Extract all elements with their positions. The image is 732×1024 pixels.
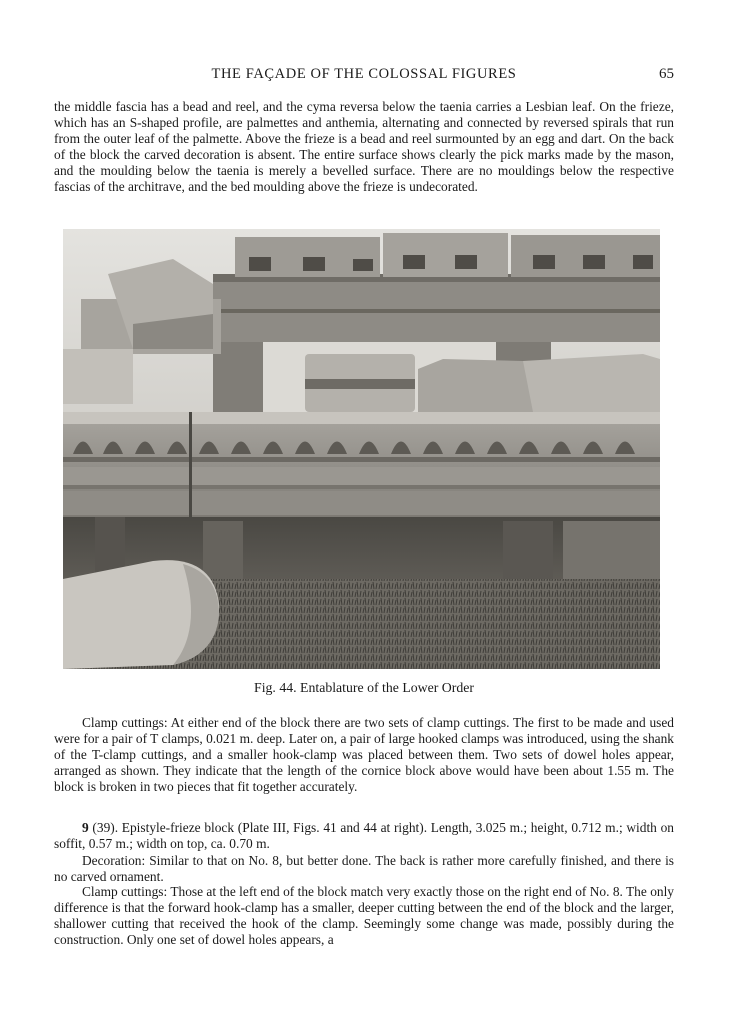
block-9-number: 9 xyxy=(82,820,89,835)
decoration-paragraph: Decoration: Similar to that on No. 8, but better done. The back is rather more carefully finished, and there is no carved ornament. xyxy=(54,853,674,884)
clamp-cuttings-paragraph: Clamp cuttings: At either end of the block there are two sets of clamp cuttings. The first to be made and used were for a pair of T clamps, 0.021 m. deep. Later on, a pair of large hooked clamps was introduced, using the shank of the T-clamp cuttings, and a smaller hook-clamp was placed between them. Two sets of dowel holes appear, arranged as shown. They indicate that the length of the cornice block above would have been about 1.55 m. The block is broken in two pieces that fit together accurately. xyxy=(54,715,674,794)
block-9-description: (39). Epistyle-frieze block (Plate III, Figs. 41 and 44 at right). Length, 3.025 m.; height, 0.712 m.; width on soffit, 0.57 m.; width on top, ca. 0.70 m. xyxy=(54,820,674,851)
entablature-photo xyxy=(63,229,660,669)
figure-photograph xyxy=(63,229,660,669)
page-number: 65 xyxy=(659,66,674,82)
block-9-paragraph xyxy=(54,820,674,852)
clamp-cuttings-paragraph-2: Clamp cuttings: Those at the left end of the block match very exactly those on the right end of No. 8. The only difference is that the forward hook-clamp has a smaller, deeper cutting between the end of the block and the larger, shallower cutting that received the hook of the clamp. Seemingly some change was made, possibly during the construction. Only one set of dowel holes appears, a xyxy=(54,884,674,947)
running-title: THE FAÇADE OF THE COLOSSAL FIGURES xyxy=(211,66,517,82)
intro-paragraph: the middle fascia has a bead and reel, and the cyma reversa below the taenia carries a Lesbian leaf. On the frieze, which has an S-shaped profile, are palmettes and anthemia, alternating and connected by reversed spirals that run from the outer leaf of the palmette. Above the frieze is a bead and reel surmounted by an egg and dart. On the back of the block the carved decoration is absent. The entire surface shows clearly the pick marks made by the mason, and the moulding below the taenia is merely a bevelled surface. There are no mouldings below the respective fascias of the architrave, and the bed moulding above the frieze is undecorated. xyxy=(54,99,674,194)
figure-caption: Fig. 44. Entablature of the Lower Order xyxy=(254,680,474,695)
running-head xyxy=(54,66,674,86)
